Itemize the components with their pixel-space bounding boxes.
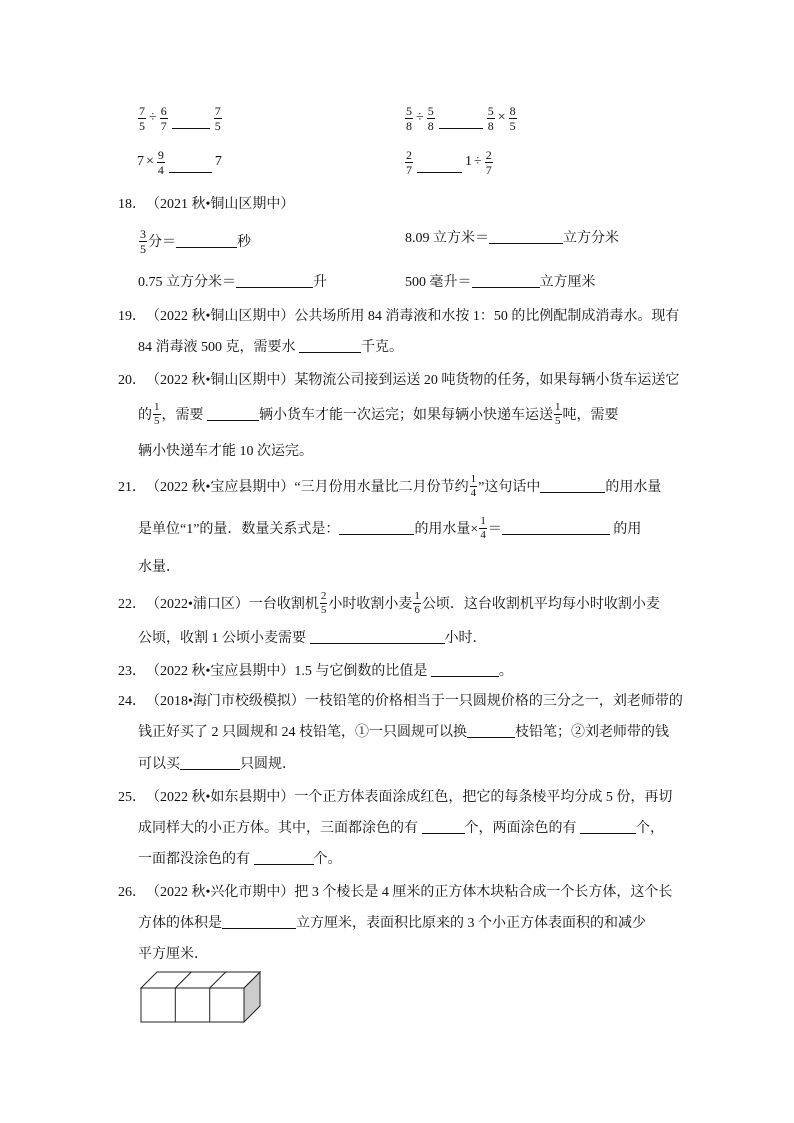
question-text: 可以买	[138, 757, 180, 772]
fraction	[413, 591, 421, 616]
question-text: ，需要	[161, 408, 207, 423]
question-text: ”这句话中	[478, 480, 541, 495]
question-text: 一个正方体表面涂成红色，把它的每条棱平均分成 5 份，再切	[294, 790, 673, 805]
question-number: 18．	[118, 197, 146, 212]
comparison-blank	[172, 108, 210, 129]
fraction	[320, 591, 328, 616]
question-text: 辆小快递车才能 10 次运完。	[138, 444, 313, 459]
question-text: 钱正好买了 2 只圆规和 24 枝铅笔，①一只圆规可以换	[138, 725, 467, 740]
answer-blank	[489, 230, 563, 244]
answer-blank	[299, 339, 361, 353]
question-text: 吨，需要	[562, 408, 619, 423]
q21-line-1	[118, 471, 661, 501]
question-text: 的用水量	[605, 480, 662, 495]
cuboid-front-face	[141, 988, 244, 1022]
fraction-denominator: 7	[160, 118, 167, 133]
fraction-numerator: 7	[139, 103, 145, 118]
question-source: （2022 秋•如东县期中）	[146, 790, 295, 805]
answer-blank	[207, 407, 259, 421]
q25-line-2	[138, 812, 664, 842]
question-number: 22．	[118, 597, 146, 612]
question-text: 一枝铅笔的价格相当于一只圆规价格的三分之一，刘老师带的	[304, 694, 683, 709]
question-source: （2022•浦口区）	[146, 597, 249, 612]
answer-blank	[472, 274, 540, 288]
fraction-numerator: 5	[427, 103, 434, 118]
answer-blank	[236, 274, 313, 288]
q20-line-1	[118, 364, 679, 394]
q24-line-2	[138, 716, 669, 746]
question-text: 一面都没涂色的有	[138, 852, 254, 867]
number: 7	[137, 154, 144, 169]
fraction	[479, 516, 487, 541]
answer-blank	[540, 479, 605, 493]
unit-text: 升	[313, 275, 327, 290]
question-text: 个，两面涂色的有	[464, 821, 580, 836]
q23-line-1	[118, 655, 513, 685]
question-number: 20．	[118, 373, 146, 388]
question-text: 把 3 个棱长是 4 厘米的正方体木块粘合成一个长方体，这个长	[294, 885, 673, 900]
fraction	[405, 149, 413, 176]
answer-blank	[180, 756, 240, 770]
question-number: 19．	[118, 309, 146, 324]
question-text: 8.09 立方米＝	[405, 231, 489, 246]
divide-operator: ÷	[149, 110, 157, 125]
fraction-denominator: 6	[414, 603, 420, 616]
question-text: 成同样大的小正方体。其中，三面都涂色的有	[138, 821, 422, 836]
answer-blank	[222, 915, 296, 929]
answer-blank	[422, 820, 465, 834]
comparison-row-1-left	[137, 103, 223, 133]
fraction-denominator: 7	[406, 162, 412, 177]
question-source: （2022 秋•宝应县期中）	[146, 664, 295, 679]
fraction	[470, 474, 478, 499]
fraction-numerator: 6	[160, 103, 167, 118]
fraction-numerator: 5	[487, 103, 494, 118]
cuboid-top-face	[141, 972, 260, 988]
fraction-denominator: 5	[154, 414, 160, 427]
unit-text: 立方厘米	[539, 275, 596, 290]
fraction	[485, 149, 493, 176]
comparison-blank	[169, 152, 212, 173]
fraction-denominator: 8	[427, 118, 434, 133]
answer-blank	[467, 724, 515, 738]
question-text: 平方厘米．	[138, 947, 208, 962]
multiply-operator: ×	[497, 110, 506, 125]
divide-operator: ÷	[416, 110, 424, 125]
q24-line-1	[118, 685, 683, 715]
number: 7	[214, 154, 222, 169]
q19-line-1	[118, 300, 679, 330]
fraction-numerator: 1	[154, 400, 160, 413]
answer-blank	[580, 820, 636, 834]
question-text: 个。	[313, 852, 342, 867]
comparison-row-1-right	[404, 103, 518, 133]
fraction	[405, 105, 413, 132]
fraction-denominator: 5	[509, 118, 516, 133]
q22-line-1	[118, 588, 660, 618]
divide-operator: ÷	[474, 154, 482, 169]
fraction-numerator: 9	[157, 147, 164, 162]
fraction-denominator: 5	[139, 118, 145, 133]
fraction-numerator: 1	[414, 589, 420, 602]
question-text: 小时收割小麦	[328, 597, 413, 612]
question-source: （2021 秋•铜山区期中）	[146, 197, 295, 212]
question-text: 公共场所用 84 消毒液和水按 1：50 的比例配制成消毒水。现有	[294, 309, 680, 324]
unit-text: 立方分米	[563, 231, 619, 246]
fraction-denominator: 4	[480, 528, 486, 541]
multiply-operator: ×	[146, 154, 154, 169]
fraction-denominator: 7	[485, 162, 492, 177]
question-text: 枝铅笔；②刘老师带的钱	[515, 725, 669, 740]
q20-line-3	[138, 435, 313, 465]
q21-line-2	[138, 513, 641, 543]
fraction-numerator: 2	[485, 147, 492, 162]
q21-line-3	[138, 551, 180, 581]
question-text: 的	[138, 408, 152, 423]
fraction-numerator: 1	[555, 400, 561, 413]
answer-blank	[254, 851, 314, 865]
fraction-numerator: 5	[406, 103, 412, 118]
q26-line-2	[138, 907, 646, 937]
question-source: （2022 秋•铜山区期中）	[146, 373, 295, 388]
question-text: 1.5 与它倒数的比值是	[294, 664, 431, 679]
question-number: 21．	[118, 480, 146, 495]
question-text: 个，	[636, 821, 664, 836]
question-text: 水量．	[138, 560, 180, 575]
question-number: 23．	[118, 664, 146, 679]
question-text: 公顷．这台收割机平均每小时收割小麦	[421, 597, 660, 612]
q26-line-1	[118, 876, 672, 906]
question-number: 25．	[118, 790, 146, 805]
comparison-row-2-left	[137, 147, 222, 177]
fraction	[509, 105, 517, 132]
answer-blank	[502, 521, 610, 535]
fraction	[139, 228, 147, 255]
fraction	[160, 105, 168, 132]
question-text: 公顷，收割 1 公顷小麦需要	[138, 631, 310, 646]
answer-blank	[431, 663, 499, 677]
q25-line-3	[138, 843, 342, 873]
question-text: 84 消毒液 500 克，需要水	[138, 340, 299, 355]
question-text: “三月份用水量比二月份节约	[294, 480, 469, 495]
question-text: 是单位“1”的量．数量关系式是：	[138, 522, 340, 537]
comparison-blank	[417, 152, 462, 173]
fraction-numerator: 2	[406, 147, 412, 162]
question-text: 分＝	[148, 235, 176, 250]
q18-item-b	[405, 222, 619, 252]
fraction-numerator: 1	[470, 472, 477, 485]
question-number: 24．	[118, 694, 146, 709]
q18-item-d	[405, 266, 596, 296]
fraction-numerator: 7	[214, 103, 221, 118]
fraction	[427, 105, 435, 132]
question-text: 某物流公司接到运送 20 吨货物的任务，如果每辆小货车运送它	[294, 373, 680, 388]
q18-item-c	[138, 266, 327, 296]
question-text: ＝	[487, 522, 502, 537]
question-text: 的用水量×	[414, 522, 479, 537]
fraction-denominator: 5	[140, 241, 146, 256]
question-text: 立方厘米，表面积比原来的 3 个小正方体表面积的和减少	[296, 916, 646, 931]
question-text: 小时．	[444, 631, 487, 646]
question-text: 千克。	[361, 340, 403, 355]
answer-blank	[176, 234, 237, 248]
three-cubes-figure	[138, 968, 264, 1026]
comparison-blank	[439, 108, 483, 129]
fraction	[138, 105, 146, 132]
question-text: 500 毫升＝	[405, 275, 472, 290]
question-text: 0.75 立方分米＝	[138, 275, 236, 290]
fraction-numerator: 2	[320, 589, 327, 602]
q26-line-3	[138, 938, 208, 968]
fraction-denominator: 4	[157, 162, 164, 177]
question-source: （2022 秋•铜山区期中）	[146, 309, 295, 324]
q25-line-1	[118, 781, 672, 811]
q22-line-2	[138, 622, 487, 652]
question-text: 一台收割机	[248, 597, 319, 612]
number: 1	[465, 154, 472, 169]
fraction	[214, 105, 222, 132]
question-text: 。	[498, 664, 513, 679]
answer-blank	[339, 521, 414, 535]
fraction	[487, 105, 495, 132]
question-text: 辆小货车才能一次运完；如果每辆小快递车运送	[259, 408, 553, 423]
fraction-numerator: 1	[480, 514, 486, 527]
fraction	[153, 402, 161, 427]
q24-line-3	[138, 748, 296, 778]
answer-blank	[310, 630, 445, 644]
question-text: 方体的体积是	[138, 916, 222, 931]
fraction-denominator: 8	[487, 118, 494, 133]
comparison-row-2-right	[404, 147, 494, 177]
question-source: （2022 秋•兴化市期中）	[146, 885, 295, 900]
q18-item-a	[138, 226, 251, 256]
question-text: 的用	[609, 522, 642, 537]
fraction-denominator: 8	[406, 118, 412, 133]
fraction	[157, 149, 165, 176]
q20-line-2	[138, 399, 619, 429]
fraction-denominator: 4	[470, 486, 477, 499]
fraction-denominator: 5	[214, 118, 221, 133]
q19-line-2	[138, 331, 403, 361]
fraction-denominator: 5	[555, 414, 561, 427]
fraction	[554, 402, 562, 427]
unit-text: 秒	[237, 235, 251, 250]
question-number: 26．	[118, 885, 146, 900]
fraction-numerator: 8	[509, 103, 516, 118]
q18-header	[118, 188, 294, 218]
fraction-numerator: 3	[140, 226, 146, 241]
question-source: （2022 秋•宝应县期中）	[146, 480, 295, 495]
question-source: （2018•海门市校级模拟）	[146, 694, 305, 709]
question-text: 只圆规．	[240, 757, 296, 772]
fraction-denominator: 5	[320, 603, 327, 616]
